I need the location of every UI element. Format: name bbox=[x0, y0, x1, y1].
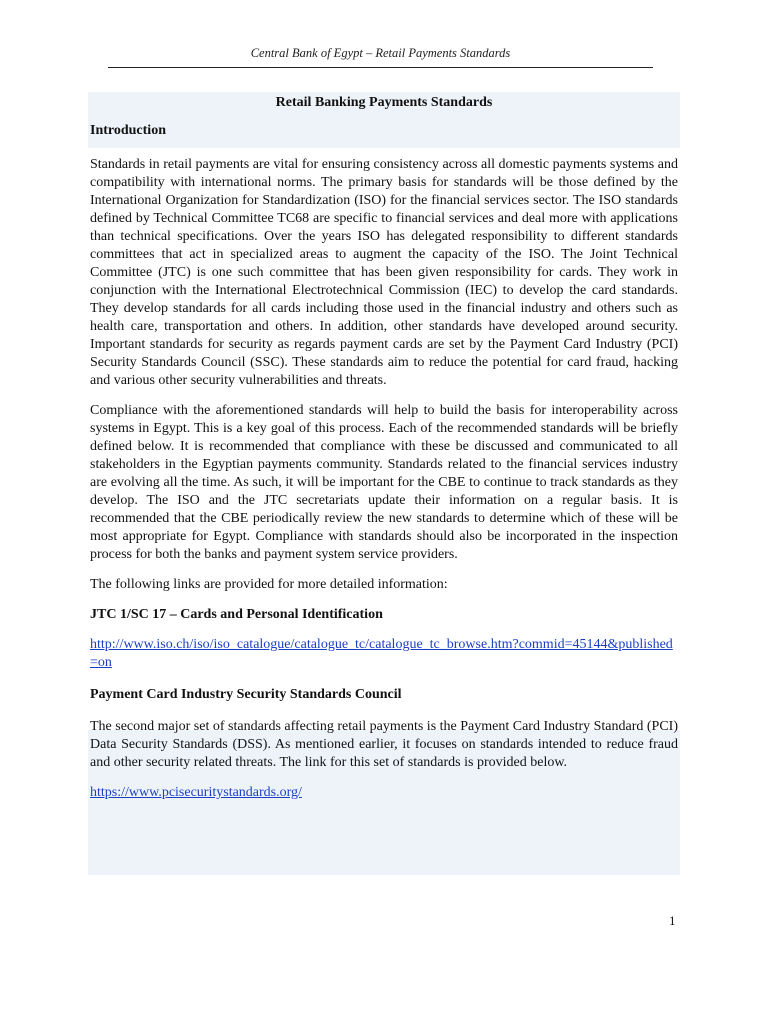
pci-paragraph: The second major set of standards affecting retail payments is the Payment Card Industry Standard (PCI) Data Security Standards (DSS). As mentioned earlier, it focuses on standards intended to reduce fraud and other security related threats. The link for this set of standards is provided below. bbox=[90, 719, 678, 770]
header-divider bbox=[108, 67, 653, 68]
jtc-heading: JTC 1/SC 17 – Cards and Personal Identification bbox=[90, 607, 383, 622]
document-title: Retail Banking Payments Standards bbox=[275, 95, 493, 110]
jtc-link[interactable]: http://www.iso.ch/iso/iso_catalogue/catalogue_tc/catalogue_tc_browse.htm?commid=45144&published=on bbox=[90, 637, 673, 670]
pci-link[interactable]: https://www.pcisecuritystandards.org/ bbox=[90, 785, 302, 800]
pci-heading: Payment Card Industry Security Standards Council bbox=[90, 687, 402, 702]
links-intro: The following links are provided for more detailed information: bbox=[90, 577, 448, 592]
running-header: Central Bank of Egypt – Retail Payments Standards bbox=[250, 46, 511, 60]
page-number: 1 bbox=[669, 913, 676, 928]
document-body bbox=[90, 94, 678, 816]
intro-paragraph-1: Standards in retail payments are vital for ensuring consistency across all domestic payments systems and compatibility with international norms. The primary basis for standards will be those defined by the International Organization for Standardization (ISO) for the financial services sector. The ISO standards defined by Technical Committee TC68 are specific to financial services and deal more with applications than technical specifications. Over the years ISO has delegated responsibility to different standards committees that act in specialized areas to augment the capacity of the ISO. The Joint Technical Committee (JTC) is one such committee that has been given responsibility for cards. They work in conjunction with the International Electrotechnical Commission (IEC) to develop the card standards. They develop standards for all cards including those used in the financial industry and others such as health care, transportation and others. In addition, other standards have developed around security. Important standards for security as regards payment cards are set by the Payment Card Industry (PCI) Security Standards Council (SSC). These standards aim to reduce the potential for card fraud, hacking and various other security vulnerabilities and threats. bbox=[90, 157, 678, 388]
intro-paragraph-2: Compliance with the aforementioned standards will help to build the basis for interoperability across systems in Egypt. This is a key goal of this process. Each of the recommended standards will be briefly defined below. It is recommended that compliance with these be discussed and communicated to all stakeholders in the Egyptian payments community. Standards related to the financial services industry are evolving all the time. As such, it will be important for the CBE to continue to track standards as they develop. The ISO and the JTC secretariats update their information on a regular basis. It is recommended that the CBE periodically review the new standards to determine which of these will be most appropriate for Egypt. Compliance with standards should also be incorporated in the inspection process for both the banks and payment system service providers. bbox=[90, 403, 678, 562]
introduction-heading: Introduction bbox=[90, 123, 166, 138]
